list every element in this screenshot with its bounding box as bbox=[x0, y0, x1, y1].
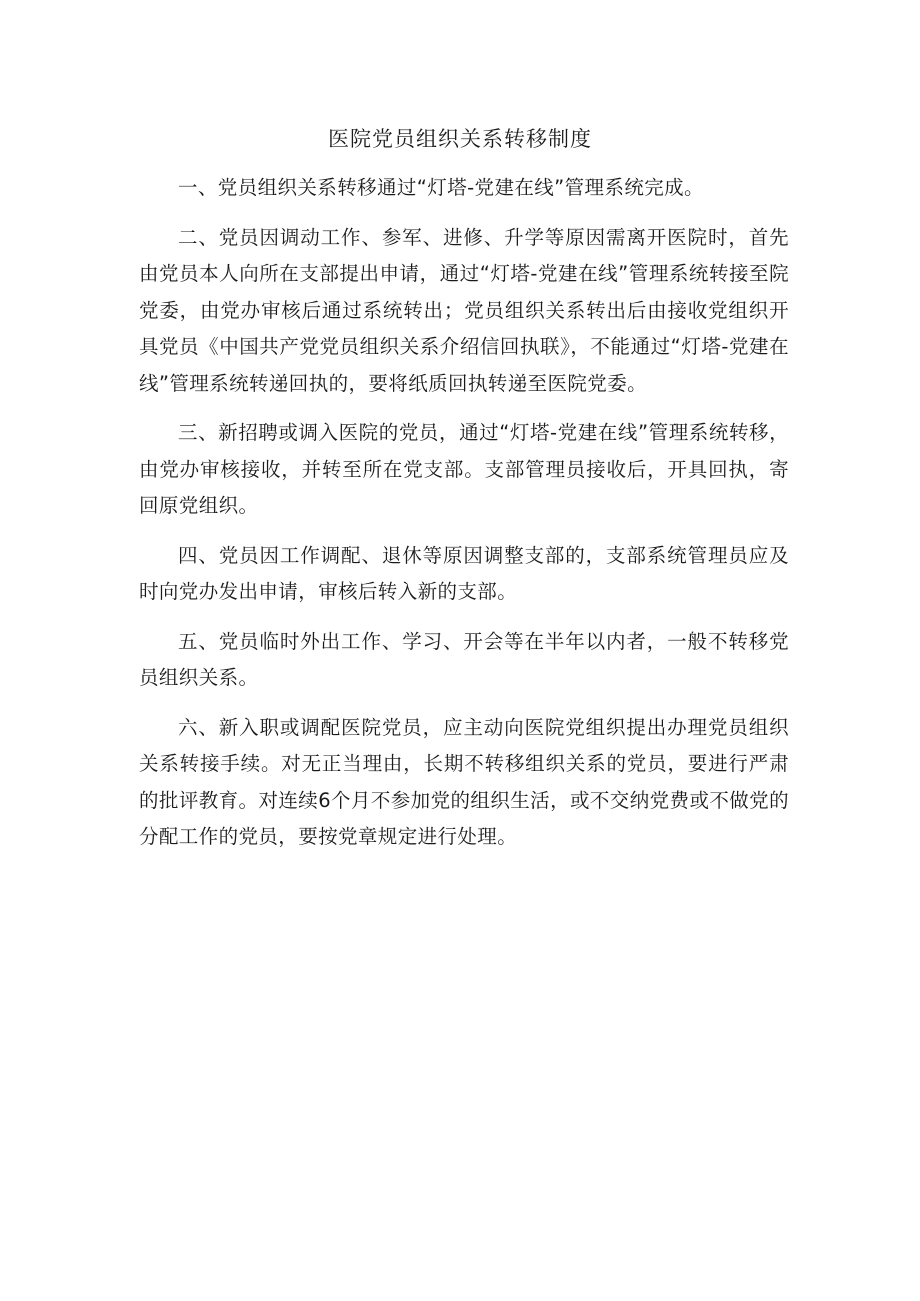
paragraph-4: 四、党员因工作调配、退休等原因调整支部的，支部系统管理员应及时向党办发出申请，审核后转入新的支部。 bbox=[139, 543, 789, 603]
paragraph-6: 六、新入职或调配医院党员，应主动向医院党组织提出办理党员组织关系转接手续。对无正当理由，长期不转移组织关系的党员，要进行严肃的批评教育。对连续6个月不参加党的组织生活，或不交纳党费或不做党的分配工作的党员，要按党章规定进行处理。 bbox=[139, 715, 789, 848]
paragraph-3: 三、新招聘或调入医院的党员，通过“灯塔-党建在线”管理系统转移，由党办审核接收，并转至所在党支部。支部管理员接收后，开具回执，寄回原党组织。 bbox=[139, 421, 789, 517]
paragraph-5: 五、党员临时外出工作、学习、开会等在半年以内者，一般不转移党员组织关系。 bbox=[139, 629, 789, 689]
document-body bbox=[139, 170, 789, 869]
paragraph-2: 二、党员因调动工作、参军、进修、升学等原因需离开医院时，首先由党员本人向所在支部提出申请，通过“灯塔-党建在线”管理系统转接至院党委，由党办审核后通过系统转出；党员组织关系转出后由接收党组织开具党员《中国共产党党员组织关系介绍信回执联》，不能通过“灯塔-党建在线”管理系统转递回执的，要将纸质回执转递至医院党委。 bbox=[139, 225, 789, 395]
paragraph-1: 一、党员组织关系转移通过“灯塔-党建在线”管理系统完成。 bbox=[178, 176, 704, 199]
document-title: 医院党员组织关系转移制度 bbox=[328, 127, 592, 151]
